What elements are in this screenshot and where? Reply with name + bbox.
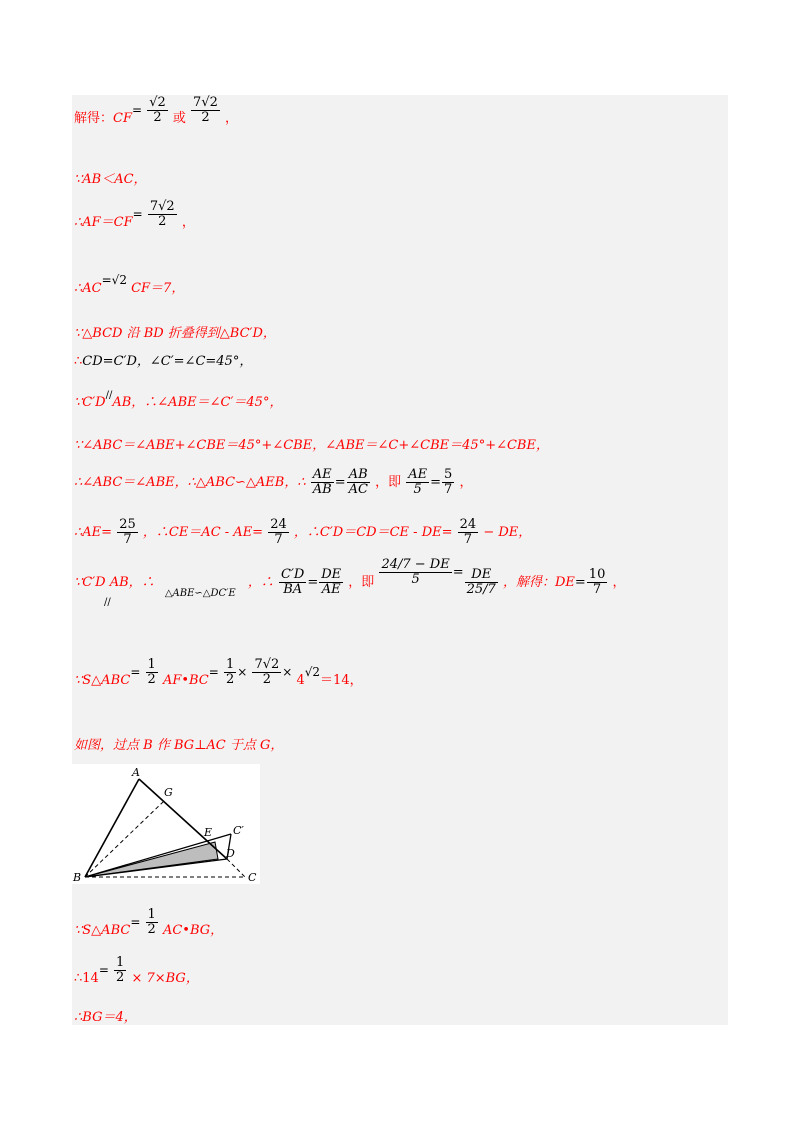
- label-c: C: [248, 871, 257, 884]
- line-3: ∴AF＝CF= $\frac{7√2}{2}$ ，: [74, 199, 195, 230]
- line-16: ∴BG＝4，: [74, 1010, 137, 1025]
- label-a: A: [132, 766, 140, 779]
- line-8: ∵∠ABC＝∠ABE+∠CBE＝45°+∠CBE，∠ABE＝∠C+∠CBE＝45°+∠CBE，: [74, 438, 549, 453]
- line-11: ∵C′D // AB，∴ $_{\triangle ABE∽\triangle DC'E}$ ，∴ $\frac{C'D}{BA}$ = $\frac{DE}{AE}$ ，即 $\frac{24/7 - DE}{5}$ = $\frac{DE}{25/7}$ ，解得：DE= $\frac{10}{7}$ ，: [74, 557, 626, 608]
- label-c-prime: C′: [233, 824, 244, 837]
- line-10: ∴AE= $\frac{25}{7}$ ，∴CE＝AC - AE= $\frac{24}{7}$ ，∴C′D＝CD＝CE - DE= $\frac{24}{7}$ − DE，: [74, 517, 532, 547]
- line-13: 如图，过点 B 作 BG⊥AC 于点 G，: [74, 738, 284, 753]
- geometry-figure: [72, 764, 260, 884]
- line-14: ∵S△ABC= $\frac{1}{2}$ AC•BG，: [74, 907, 224, 938]
- segment-dc: [227, 859, 245, 877]
- label-e: E: [204, 826, 213, 839]
- line-7: ∵C′D//AB，∴∠ABE＝∠C′＝45°，: [74, 390, 283, 410]
- line-9: ∴∠ABC＝∠ABE，∴△ABC∽△AEB，∴ $\frac{AE}{AB}$ = $\frac{AB}{AC}$ ，即 $\frac{AE}{5}$ = $\frac{5}{7}$ ，: [74, 467, 473, 497]
- line-12: ∵S△ABC= $\frac{1}{2}$ AF•BC= $\frac{1}{2}$ × $\frac{7√2}{2}$ × 4√2＝14，: [74, 657, 363, 688]
- line-6: ∴CD=C′D，∠C′=∠C=45°，: [74, 354, 253, 369]
- line-2: ∵AB＜AC，: [74, 172, 147, 187]
- segment-ac: [139, 779, 227, 859]
- line-1: 解得：CF= $\frac{√2}{2}$ 或 $\frac{7√2}{2}$ ，: [74, 95, 239, 126]
- line-4: ∴AC=√2 CF＝7，: [74, 273, 185, 296]
- label-b: B: [73, 871, 82, 884]
- label-d: D: [226, 847, 235, 860]
- line-5: ∵△BCD 沿 BD 折叠得到△BC′D，: [74, 326, 276, 341]
- label-g: G: [164, 786, 173, 799]
- segment-ab: [85, 779, 139, 877]
- line-15: ∴14= $\frac{1}{2}$ × 7×BG，: [74, 955, 199, 986]
